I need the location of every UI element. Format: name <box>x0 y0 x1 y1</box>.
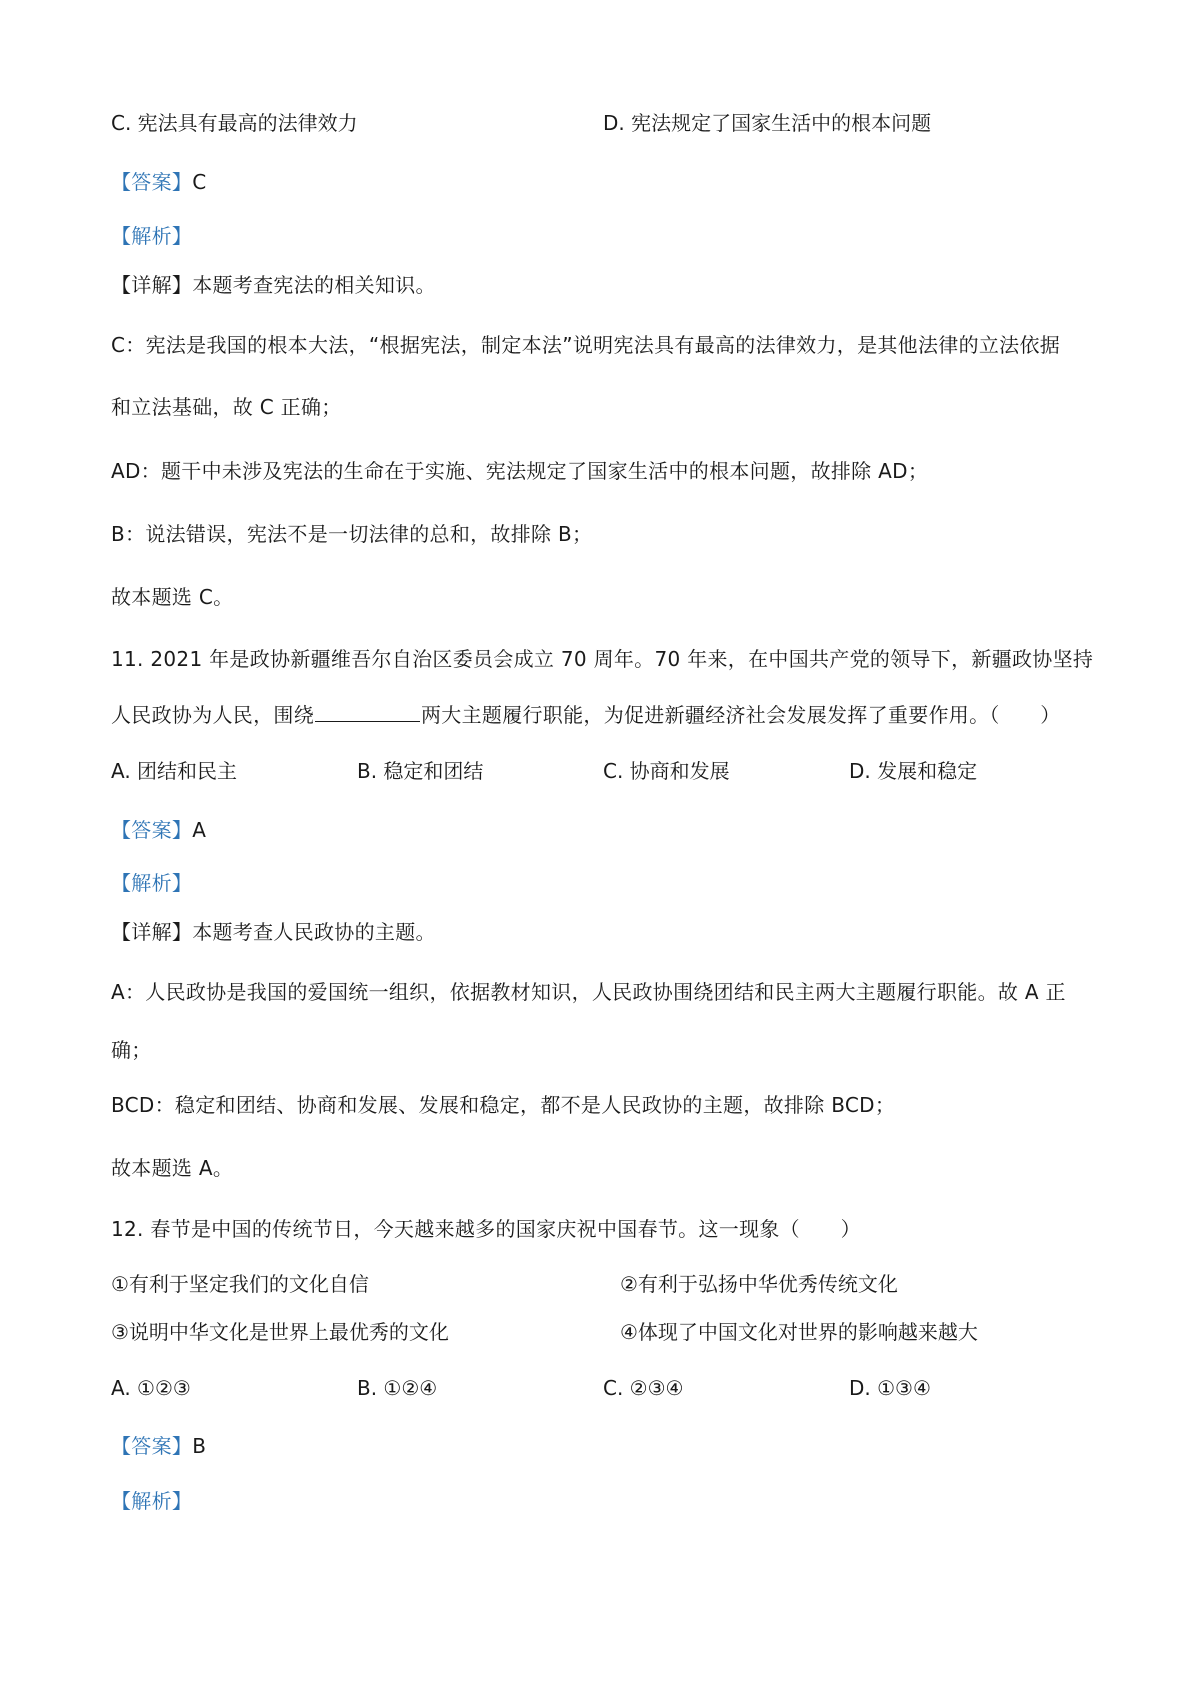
q11-stem-part-a: 人民政协为人民，围绕 <box>111 703 314 727</box>
q12-option-c: C. ②③④ <box>603 1376 684 1400</box>
q10-option-c: C. 宪法具有最高的法律效力 <box>111 111 358 135</box>
q10-conclusion: 故本题选 C。 <box>111 585 234 609</box>
q11-option-b: B. 稳定和团结 <box>357 759 484 783</box>
q12-option-b: B. ①②④ <box>357 1376 438 1400</box>
answer-value: A <box>192 818 207 842</box>
q11-conclusion: 故本题选 A。 <box>111 1156 234 1180</box>
q12-analysis-tag: 【解析】 <box>111 1489 193 1513</box>
q12-statement-3: ③说明中华文化是世界上最优秀的文化 <box>111 1320 449 1344</box>
q12-statement-1: ①有利于坚定我们的文化自信 <box>111 1272 369 1296</box>
q11-stem-line-2 <box>111 701 1061 729</box>
q11-option-a: A. 团结和民主 <box>111 759 238 783</box>
fill-in-blank <box>315 701 420 722</box>
q10-analysis-tag: 【解析】 <box>111 224 193 248</box>
answer-tag: 【答案】 <box>111 818 193 842</box>
q11-option-d: D. 发展和稳定 <box>849 759 978 783</box>
q11-stem-line-1: 11. 2021 年是政协新疆维吾尔自治区委员会成立 70 周年。70 年来，在中国共产党的领导下，新疆政协坚持 <box>111 647 1094 671</box>
q11-explanation-line-1: A：人民政协是我国的爱国统一组织，依据教材知识，人民政协围绕团结和民主两大主题履行职能。故 A 正 <box>111 980 1066 1004</box>
q10-explanation-line-2: 和立法基础，故 C 正确； <box>111 395 342 419</box>
q10-explanation-line-1: C：宪法是我国的根本大法，“根据宪法，制定本法”说明宪法具有最高的法律效力，是其他法律的立法依据 <box>111 333 1061 357</box>
q12-statement-4: ④体现了中国文化对世界的影响越来越大 <box>620 1320 978 1344</box>
q10-answer <box>111 168 206 196</box>
q12-stem: 12. 春节是中国的传统节日，今天越来越多的国家庆祝中国春节。这一现象（ ） <box>111 1217 861 1241</box>
q11-detail: 【详解】本题考查人民政协的主题。 <box>111 920 436 944</box>
q12-answer <box>111 1432 206 1460</box>
q12-option-d: D. ①③④ <box>849 1376 931 1400</box>
q11-explanation-line-3: BCD：稳定和团结、协商和发展、发展和稳定，都不是人民政协的主题，故排除 BCD； <box>111 1093 896 1117</box>
q10-explanation-line-3: AD：题干中未涉及宪法的生命在于实施、宪法规定了国家生活中的根本问题，故排除 AD； <box>111 459 929 483</box>
q11-explanation-line-2: 确； <box>111 1038 152 1062</box>
q10-explanation-line-4: B：说法错误，宪法不是一切法律的总和，故排除 B； <box>111 522 593 546</box>
answer-tag: 【答案】 <box>111 1434 193 1458</box>
answer-value: C <box>192 170 207 194</box>
q10-detail: 【详解】本题考查宪法的相关知识。 <box>111 273 436 297</box>
answer-value: B <box>192 1434 207 1458</box>
q11-option-c: C. 协商和发展 <box>603 759 730 783</box>
q10-option-d: D. 宪法规定了国家生活中的根本问题 <box>603 111 932 135</box>
answer-tag: 【答案】 <box>111 170 193 194</box>
q12-statement-2: ②有利于弘扬中华优秀传统文化 <box>620 1272 898 1296</box>
q11-answer <box>111 816 206 844</box>
q12-option-a: A. ①②③ <box>111 1376 191 1400</box>
q11-stem-part-b: 两大主题履行职能，为促进新疆经济社会发展发挥了重要作用。（ ） <box>421 703 1061 727</box>
q11-analysis-tag: 【解析】 <box>111 871 193 895</box>
